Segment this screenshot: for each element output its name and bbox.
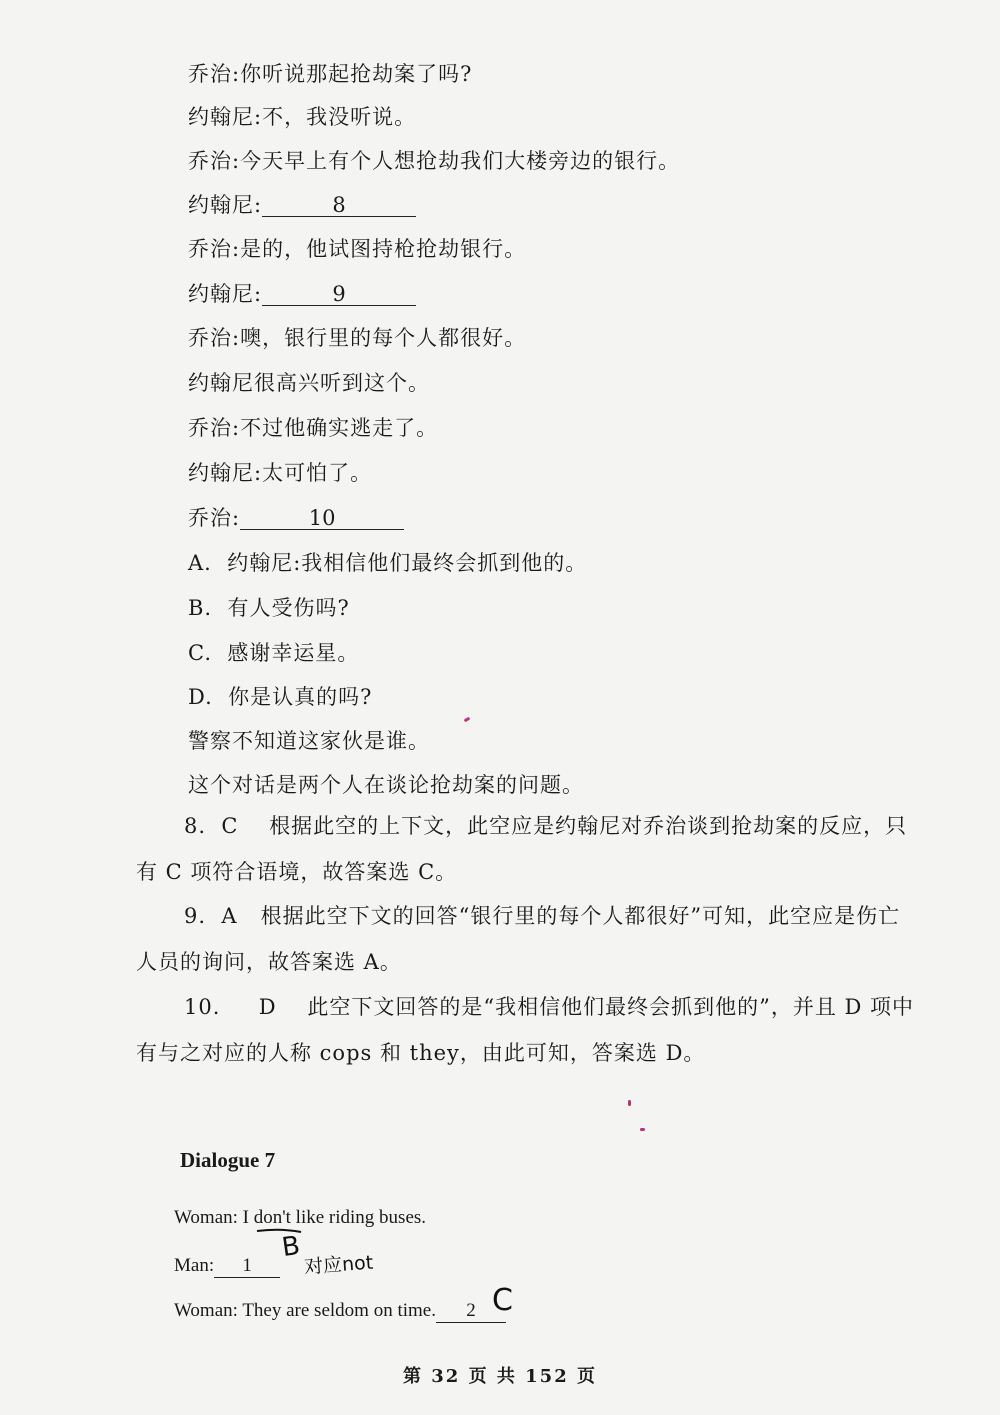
- explanation-9: 9. A 根据此空下文的回答“银行里的每个人都很好”可知，此空应是伤亡 人员的询问，故答案选 A。: [136, 904, 901, 974]
- dialogue-line: 约翰尼:不，我没听说。: [188, 105, 417, 129]
- dialogue7-line-3: Woman: They are seldom on time. 2: [174, 1300, 506, 1323]
- dialogue-line: 乔治:噢，银行里的每个人都很好。: [188, 326, 527, 350]
- explanation-8: 8. C 根据此空的上下文，此空应是约翰尼对乔治谈到抢劫案的反应，只 有 C 项符合语境，故答案选 C。: [136, 814, 908, 884]
- dialogue-line: 约翰尼:太可怕了。: [188, 461, 373, 485]
- dialogue-line: 乔治:今天早上有个人想抢劫我们大楼旁边的银行。: [188, 149, 681, 173]
- note-line: 警察不知道这家伙是谁。: [188, 729, 430, 753]
- dialogue7-line-1: Woman: I don't like riding buses.: [174, 1207, 427, 1228]
- dialogue-line: 乔治:是的，他试图持枪抢劫银行。: [188, 237, 527, 261]
- dialogue-line: 乔治: 10: [188, 502, 404, 532]
- ink-mark: [628, 1100, 631, 1106]
- option-c: C. 感谢幸运星。: [188, 641, 360, 665]
- answer-blank: 1: [214, 1255, 280, 1278]
- dialogue-line: 约翰尼: 9: [188, 278, 416, 308]
- page-footer: 第 32 页 共 152 页: [402, 1366, 598, 1387]
- explanation-10: 10. D 此空下文回答的是“我相信他们最终会抓到他的”，并且 D 项中 有与之对应的人称 cops 和 they，由此可知，答案选 D。: [136, 995, 915, 1065]
- section-title: Dialogue 7: [180, 1148, 276, 1172]
- ink-mark: [464, 717, 471, 723]
- dialogue-line: 乔治:不过他确实逃走了。: [188, 416, 439, 440]
- handwritten-answer: C: [492, 1283, 513, 1318]
- dialogue-line: 约翰尼: 8: [188, 189, 416, 219]
- handwritten-answer: B: [279, 1230, 302, 1264]
- answer-blank: 9: [262, 283, 416, 306]
- option-b: B. 有人受伤吗?: [188, 596, 350, 620]
- dialogue7-line-2: Man: 1: [174, 1255, 280, 1278]
- answer-blank: 10: [240, 507, 404, 530]
- dialogue-line: 乔治:你听说那起抢劫案了吗?: [188, 62, 473, 86]
- answer-blank: 2: [436, 1300, 506, 1323]
- dialogue-line: 约翰尼很高兴听到这个。: [188, 371, 430, 395]
- option-a: A. 约翰尼:我相信他们最终会抓到他的。: [188, 551, 588, 575]
- option-d: D. 你是认真的吗?: [188, 685, 373, 709]
- handwritten-note: 对应not: [303, 1251, 374, 1279]
- note-line: 这个对话是两个人在谈论抢劫案的问题。: [188, 773, 584, 797]
- ink-mark: [640, 1128, 645, 1131]
- answer-blank: 8: [262, 194, 416, 217]
